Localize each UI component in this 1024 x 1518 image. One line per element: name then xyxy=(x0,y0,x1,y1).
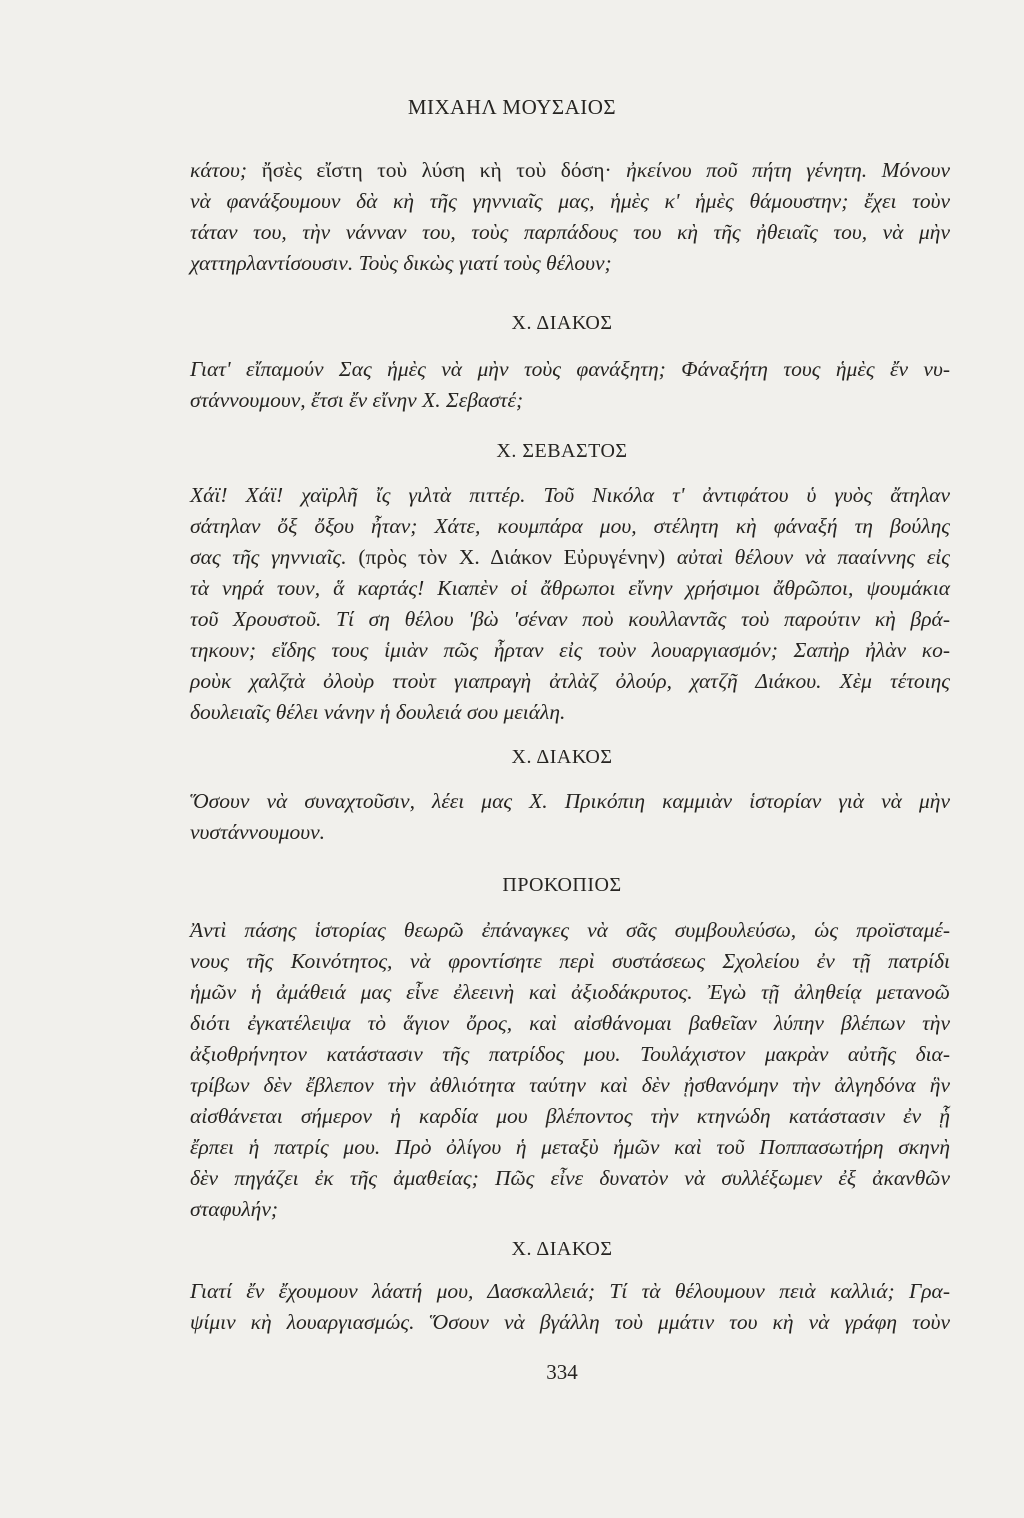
text-run: σας τῆς γηννιαῖς. xyxy=(190,545,359,569)
speaker-name: Χ. ΔΙΑΚΟΣ xyxy=(511,746,613,768)
text-line: δὲν πηγάζει ἐκ τῆς ἀμαθείας; Πῶς εἶνε δυνατὸν νὰ συλλέξωμεν ἐξ ἀκανθῶν xyxy=(190,1166,950,1190)
text-line: Χάϊ! Χάϊ! χαϊρλῆ ἴς γιλτὰ πιττέρ. Τοῦ Νικόλα τ' ἀντιφάτου ὑ γυὸς ἄτηλαν xyxy=(190,483,950,507)
speaker-name: Χ. ΣΕΒΑΣΤΟΣ xyxy=(496,440,628,462)
text-line: Ὅσουν νὰ συναχτοῦσιν, λέει μας Χ. Πρικόπιη καμμιὰν ἱστορίαν γιὰ νὰ μὴν xyxy=(190,789,950,813)
text-line: ἔρπει ἡ πατρίς μου. Πρὸ ὀλίγου ἡ μεταξὺ ἡμῶν καὶ τοῦ Πoππασωτήρη σκηνὴ xyxy=(190,1135,950,1159)
text-line: αἰσθάνεται σήμερον ἡ καρδία μου βλέποντος τὴν κτηνώδη κατάστασιν ἐν ᾗ xyxy=(190,1104,950,1128)
text-line: τὰ νηρά τουν, ἅ καρτάς! Κιαπὲν οἱ ἄθρωποι εἴνην χρήσιμοι ἄθρῶποι, ψουμάκια xyxy=(190,576,950,600)
speaker-name: Χ. ΔΙΑΚΟΣ xyxy=(511,312,613,334)
paragraph-3 xyxy=(190,480,950,728)
text-line: ἀξιοθρήνητον κατάστασιν τῆς πατρίδος μου. Τουλάχιστον μακρὰν αὐτῆς δια- xyxy=(190,1042,950,1066)
text-line: τάταν του, τὴν νάνναν του, τοὺς παρπάδους του κὴ τῆς ἠθειαῖς του, νὰ μὴν xyxy=(190,220,950,244)
page-number: 334 xyxy=(546,1360,578,1384)
text-line: σταφυλήν; xyxy=(190,1197,279,1221)
text-line xyxy=(190,155,950,186)
paragraph-1 xyxy=(190,155,950,279)
text-line: Γιατ' εἴπαμούν Σας ἡμὲς νὰ μὴν τοὺς φανάξητη; Φάναξήτη τους ἡμὲς ἔν νυ- xyxy=(190,357,950,381)
paragraph-5 xyxy=(190,915,950,1225)
text-line: χαττηρλαντίσουσιν. Τοὺς δικὼς γιατί τοὺς θέλουν; xyxy=(190,251,612,275)
text-line: τρίβων δὲν ἔβλεπον τὴν ἀθλιότητα ταύτην καὶ δὲν ᾐσθανόμην τὴν ἀλγηδόνα ἣν xyxy=(190,1073,950,1097)
text-line: νὰ φανάξουμουν δὰ κὴ τῆς γηννιαῖς μας, ἡμὲς κ' ἡμὲς θάμουστην; ἔχει τοὺν xyxy=(190,189,950,213)
paragraph-4 xyxy=(190,786,950,848)
text-line: ροὺκ χαλζτὰ ὀλοὺρ ττοὺτ γιαπραγὴ ἀτλὰζ ὀλούρ, χατζῆ Διάκου. Χὲμ τέτοιης xyxy=(190,669,950,693)
text-line: τηκουν; εἴδης τους ἱμιὰν πῶς ἦρταν εἰς τοὺν λουαργιασμόν; Σαπὴρ ἠλὰν κο- xyxy=(190,638,950,662)
text-line: τοῦ Χρουστοῦ. Τί ση θέλου 'βὼ 'σέναν ποὺ κουλλαντᾶς τοὺ παρούτιν κὴ βρά- xyxy=(190,607,950,631)
upright-text-run: ἤσὲς εἴστη τοὺ λύση κὴ τοὺ δόση· xyxy=(261,158,612,182)
text-line: νους τῆς Κοινότητος, νὰ φροντίσητε περὶ συστάσεως Σχολείου ἐν τῇ πατρίδι xyxy=(190,949,950,973)
text-line: ψίμιν κὴ λουαργιασμώς. Ὅσουν νὰ βγάλλη τοὺ μμάτιν του κὴ νὰ γράφη τοὺν xyxy=(190,1310,950,1334)
stage-direction: (πρὸς τὸν Χ. Διάκον Εὐρυγένην) xyxy=(358,545,666,569)
paragraph-2 xyxy=(190,354,950,416)
text-line: στάννουμουν, ἔτσι ἔν εἴνην Χ. Σεβαστέ; xyxy=(190,388,524,412)
speaker-name: Χ. ΔΙΑΚΟΣ xyxy=(511,1238,613,1260)
text-line: Γιατί ἔν ἔχουμουν λάατή μου, Δασκαλλειά; Τί τὰ θέλουμουν πειὰ καλλιά; Γρα- xyxy=(190,1279,950,1303)
text-run: αὐταὶ θέλουν νὰ πααίννης εἰς xyxy=(665,545,950,569)
running-head: ΜΙΧΑΗΛ ΜΟΥΣΑΙΟΣ xyxy=(407,95,617,119)
text-line: Ἀντὶ πάσης ἱστορίας θεωρῶ ἐπάναγκες νὰ σᾶς συμβουλεύσω, ὡς προϊσταμέ- xyxy=(190,918,950,942)
speaker-name: ΠΡΟΚΟΠΙΟΣ xyxy=(502,874,622,896)
text-line: σάτηλαν ὄξ ὄξου ἦταν; Χάτε, κουμπάρα μου, στέλητη κὴ φάναξή τη βούλης xyxy=(190,514,950,538)
text-run: ἠκείνου ποῦ πήτη γένητη. Μόνουν xyxy=(611,158,951,182)
text-run: κάτου; xyxy=(190,158,262,182)
text-line: νυστάννουμουν. xyxy=(190,820,326,844)
text-line: διότι ἐγκατέλειψα τὸ ἅγιον ὄρος, καὶ αἰσθάνομαι βαθεῖαν λύπην βλέπων τὴν xyxy=(190,1011,950,1035)
text-line: δουλειαῖς θέλει νάνην ἡ δουλειά σου μειάλη. xyxy=(190,700,566,724)
text-line xyxy=(190,542,950,573)
text-line: ἡμῶν ἡ ἀμάθειά μας εἶνε ἐλεεινὴ καὶ ἀξιοδάκρυτος. Ἐγὼ τῇ ἀληθείᾳ μετανοῶ xyxy=(190,980,950,1004)
paragraph-6 xyxy=(190,1276,950,1338)
